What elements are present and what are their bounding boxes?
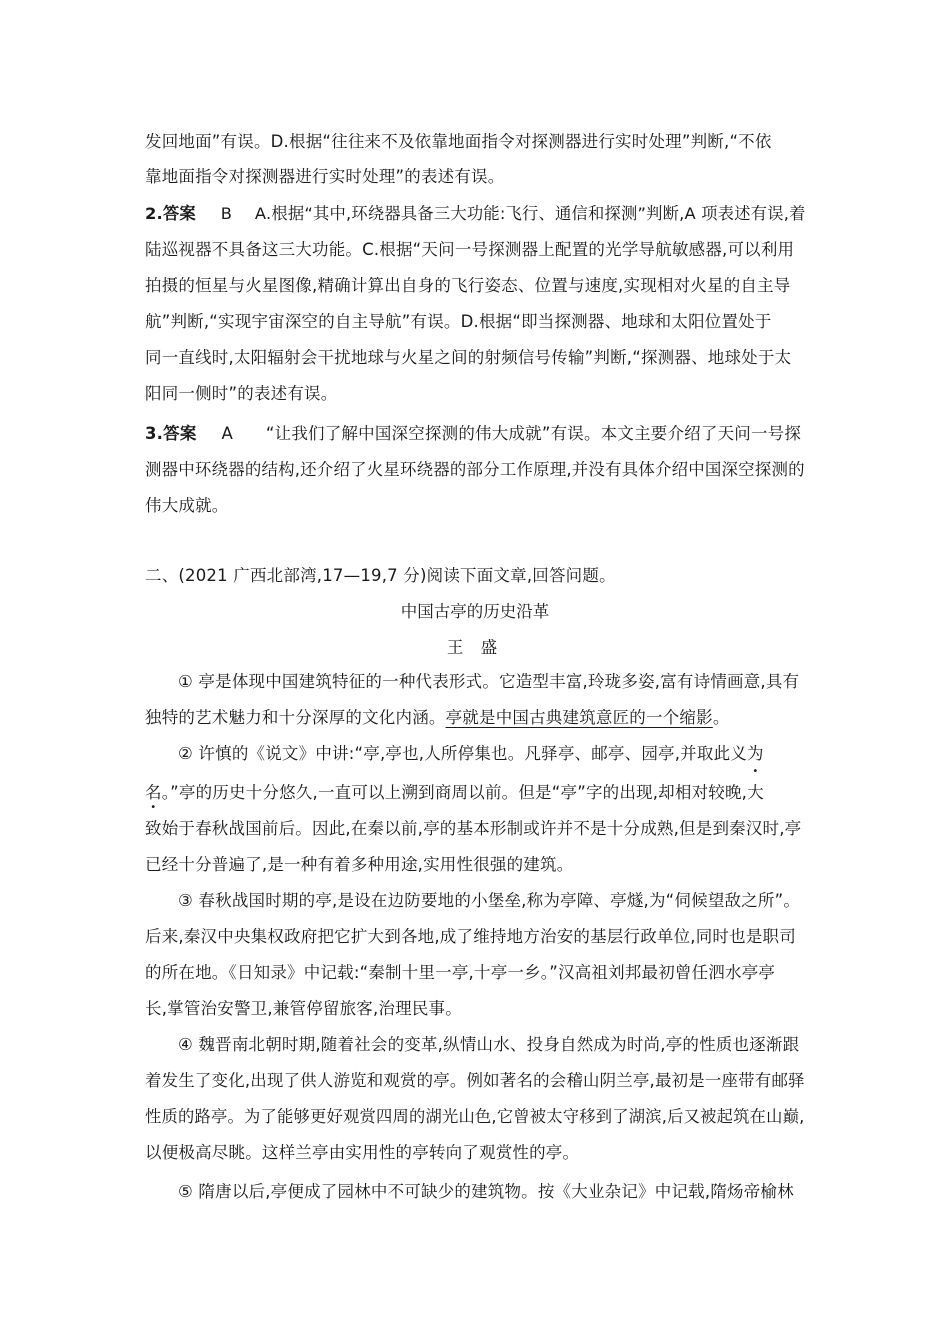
paragraph-4-line-2: 着发生了变化,出现了供人游览和观赏的亭。例如著名的会稽山阴兰亭,最初是一座带有邮驿 [145,1071,805,1090]
paragraph-2-line-4: 已经十分普遍了,是一种有着多种用途,实用性很强的建筑。 [145,855,574,874]
paragraph-1-end: 。 [712,708,730,727]
paragraph-3-line-3: 的所在地。《日知录》中记载:“秦制十里一亭,十亭一乡。”汉高祖刘邦最初曾任泗水亭亭 [145,963,776,982]
emphasis-char-zhi [145,802,162,839]
answer-3-choice: A [221,424,233,443]
emphasis-char-text: 大 [747,783,764,802]
paragraph-4-line-4: 以便极高尽眺。这样兰亭由实用性的亭转向了观赏性的亭。 [145,1143,580,1162]
answer-3-text: “让我们了解中国深空探测的伟大成就”有误。本文主要介绍了天问一号探 [265,424,802,443]
paragraph-1-line-2 [145,704,730,728]
article-title: 中国古亭的历史沿革 [400,602,550,621]
answer-2-label: 2.答案 [145,204,196,223]
paragraph-4-line-1: ④ 魏晋南北朝时期,随着社会的变革,纵情山水、投身自然成为时尚,亭的性质也逐渐跟 [178,1035,800,1054]
answer-3-line-3: 伟大成就。 [145,496,229,515]
paragraph-2-line-3 [145,802,802,839]
emphasis-char-da [747,766,764,803]
answer-3-label: 3.答案 [145,424,197,443]
answer-2-choice: B [220,204,233,223]
answer-2-line-2: 陆巡视器不具备这三大功能。C.根据“天问一号探测器上配置的光学导航敏感器,可以利用 [145,240,795,259]
emphasis-dot: • [752,766,759,777]
emphasis-char-text: 致 [145,819,162,838]
answer-3-line-1 [145,420,801,444]
paragraph-2-line-2 [145,766,764,803]
paragraph-3-line-4: 长,掌管治安警卫,兼管停留旅客,治理民事。 [145,999,462,1018]
answer-2-line-5: 同一直线时,太阳辐射会干扰地球与火星之间的射频信号传输”判断,“探测器、地球处于太 [145,348,792,367]
paragraph-2-text: 名。”亭的历史十分悠久,一直可以上溯到商周以前。但是“亭”字的出现,却相对较晚, [145,783,748,802]
paragraph-1-line-1: ① 亭是体现中国建筑特征的一种代表形式。它造型丰富,玲珑多姿,富有诗情画意,具有 [178,672,800,691]
answer-2-line-4: 航”判断,“实现宇宙深空的自主导航”有误。D.根据“即当探测器、地球和太阳位置处于 [145,312,772,331]
paragraph-2-line-1: ② 许慎的《说文》中讲:“亭,亭也,人所停集也。凡驿亭、邮亭、园亭,并取此义为 [178,744,764,763]
answer-3-line-2: 测器中环绕器的结构,还介绍了火星环绕器的部分工作原理,并没有具体介绍中国深空探测的 [145,460,805,479]
emphasis-dot: • [150,802,157,813]
article-author: 王 盛 [446,638,504,657]
answer-1-line-1: 发回地面”有误。D.根据“往往来不及依靠地面指令对探测器进行实时处理”判断,“不依 [145,132,772,151]
answer-2-line-3: 拍摄的恒星与火星图像,精确计算出自身的飞行姿态、位置与速度,实现相对火星的自主导 [145,276,791,295]
answer-2-line-6: 阳同一侧时”的表述有误。 [145,384,338,403]
paragraph-3-line-2: 后来,秦汉中央集权政府把它扩大到各地,成了维持地方治安的基层行政单位,同时也是职司 [145,927,796,946]
underlined-sentence: 亭就是中国古典建筑意匠的一个缩影 [445,708,713,727]
paragraph-4-line-3: 性质的路亭。为了能够更好观赏四周的湖光山色,它曾被太守移到了湖滨,后又被起筑在山巅, [145,1107,805,1126]
answer-2-text: A.根据“其中,环绕器具备三大功能:飞行、通信和探测”判断,A 项表述有误,着 [254,204,806,223]
answer-2-line-1 [145,200,806,224]
paragraph-1-text: 独特的艺术魅力和十分深厚的文化内涵。 [145,708,446,727]
paragraph-2-text-cont: 始于春秋战国前后。因此,在秦以前,亭的基本形制或许并不是十分成熟,但是到秦汉时,亭 [161,819,802,838]
paragraph-3-line-1: ③ 春秋战国时期的亭,是设在边防要地的小堡垒,称为亭障、亭燧,为“伺候望敌之所”。 [178,891,801,910]
answer-1-line-2: 靠地面指令对探测器进行实时处理”的表述有误。 [145,167,505,186]
paragraph-5-line-1: ⑤ 隋唐以后,亭便成了园林中不可缺少的建筑物。按《大业杂记》中记载,隋炀帝榆林 [178,1182,794,1201]
section-2-intro: 二、(2021 广西北部湾,17—19,7 分)阅读下面文章,回答问题。 [145,566,616,585]
